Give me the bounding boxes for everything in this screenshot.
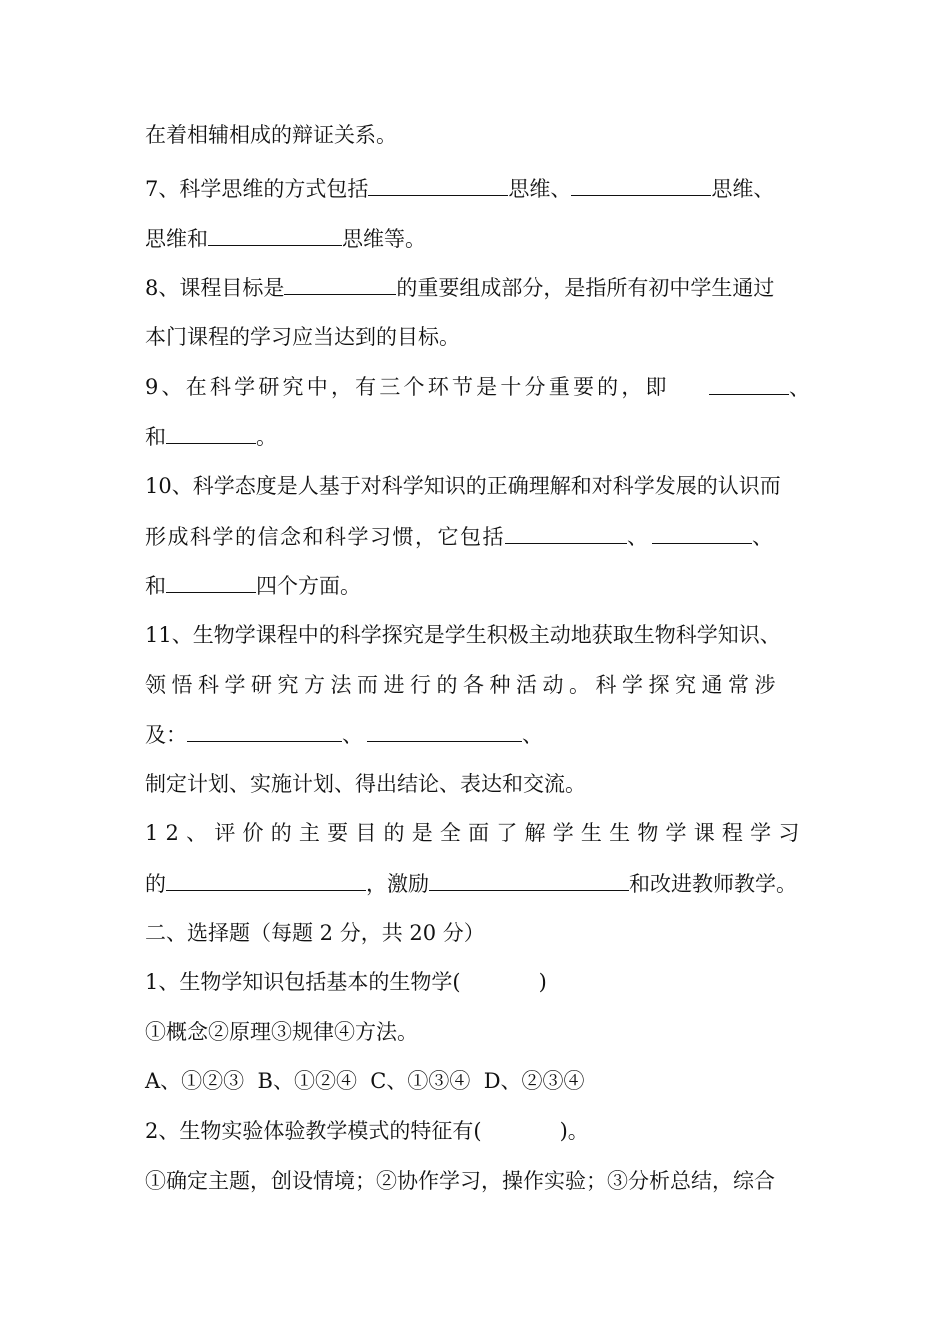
question-9: 9、在科学研究中，有三个环节是十分重要的，即 、 xyxy=(145,372,810,402)
answer-blank[interactable] xyxy=(284,272,396,295)
question-8-cont: 本门课程的学习应当达到的目标。 xyxy=(145,325,460,349)
choice-question-1-items: ①概念②原理③规律④方法。 xyxy=(145,1020,418,1044)
question-7-cont: 思维和 思维等。 xyxy=(145,223,810,253)
question-8: 8、课程目标是 的重要组成部分，是指所有初中学生通过 xyxy=(145,272,810,302)
answer-blank[interactable] xyxy=(368,173,508,196)
question-12-cont: 的 ，激励 和改进教师教学。 xyxy=(145,868,810,898)
answer-blank[interactable] xyxy=(166,868,366,891)
question-10-cont: 形成科学的信念和科学习惯，它包括 、 、 xyxy=(145,521,810,551)
question-11-cont2: 及： 、 、 xyxy=(145,719,810,749)
question-11: 11、生物学课程中的科学探究是学生积极主动地获取生物科学知识、 xyxy=(145,623,781,647)
answer-blank[interactable] xyxy=(505,521,627,544)
choice-question-1-options: A、①②③ B、①②④ C、①③④ D、②③④ xyxy=(145,1069,585,1093)
choice-question-2: 2、生物实验体验教学模式的特征有( )。 xyxy=(145,1119,589,1143)
question-11-cont: 领悟科学研究方法而进行的各种活动。科学探究通常涉 xyxy=(145,673,781,697)
question-12: 12、评价的主要目的是全面了解学生生物学课程学习 xyxy=(145,821,807,845)
answer-blank[interactable] xyxy=(166,421,256,444)
answer-blank[interactable] xyxy=(709,372,789,395)
question-10-cont2: 和 四个方面。 xyxy=(145,570,810,600)
answer-blank[interactable] xyxy=(652,521,752,544)
choice-question-2-items: ①确定主题，创设情境；②协作学习，操作实验；③分析总结，综合 xyxy=(145,1169,775,1193)
question-7: 7、科学思维的方式包括 思维、 思维、 xyxy=(145,173,810,203)
answer-blank[interactable] xyxy=(429,868,629,891)
answer-blank[interactable] xyxy=(166,570,256,593)
question-10: 10、科学态度是人基于对科学知识的正确理解和对科学发展的认识而 xyxy=(145,474,781,498)
question-9-cont: 和 。 xyxy=(145,421,810,451)
answer-blank[interactable] xyxy=(187,719,342,742)
choice-question-1: 1、生物学知识包括基本的生物学( ) xyxy=(145,970,547,994)
text-line: 在着相辅相成的辩证关系。 xyxy=(145,123,397,147)
answer-blank[interactable] xyxy=(571,173,711,196)
answer-blank[interactable] xyxy=(208,223,342,246)
section-heading: 二、选择题（每题 2 分，共 20 分） xyxy=(145,921,485,945)
answer-blank[interactable] xyxy=(367,719,522,742)
question-11-cont3: 制定计划、实施计划、得出结论、表达和交流。 xyxy=(145,772,586,796)
